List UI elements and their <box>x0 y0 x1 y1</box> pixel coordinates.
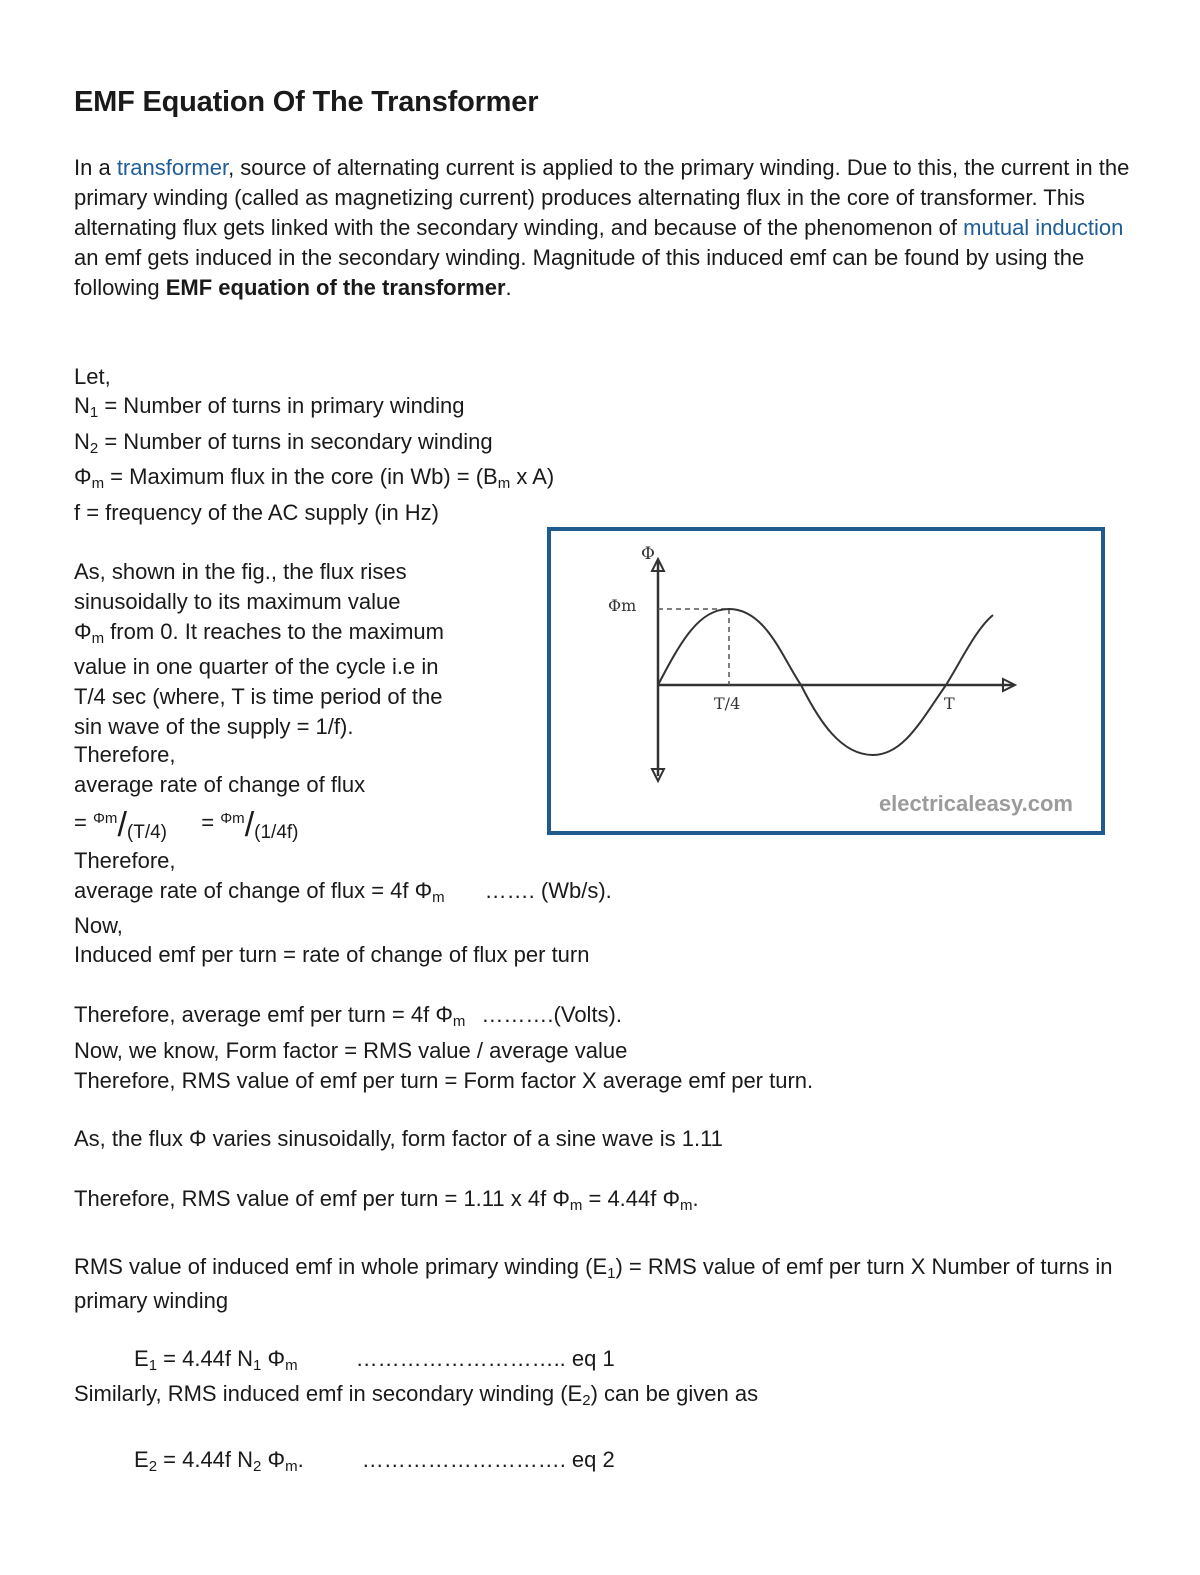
avg-rate-fraction: = $^{\Phi m}$/(T/4) = $^{\Phi m}$/(1/4f) <box>74 806 299 844</box>
therefore-text-2: Therefore, <box>74 848 176 873</box>
flux-text-4: value in one quarter of the cycle i.e in <box>74 654 439 679</box>
quarter-period-label: T/4 <box>714 694 741 713</box>
primary-emf-paragraph: RMS value of induced emf in whole primary winding $(E_1)$ = RMS value of emf per turn X Number of turns in primary winding <box>74 1254 1113 1313</box>
watermark: electricaleasy.com <box>878 791 1073 816</box>
def-n1: $N_1$ = Number of turns in primary winding <box>74 393 465 421</box>
flux-waveform-figure <box>547 527 1105 835</box>
intro-paragraph: In a transformer, source of alternating current is applied to the primary winding. Due to this, the current in the primary winding (called as magnetizing current) produces alternating flux in the core of transformer. This alternating flux gets linked with the secondary winding, and because of the phenomenon of mutual induction an emf gets induced in the secondary winding. Magnitude of this induced emf can be found by using the following EMF equation of the transformer. <box>74 155 1130 300</box>
flux-text-1: As, shown in the fig., the flux rises <box>74 559 407 584</box>
secondary-emf-text: Similarly, RMS induced emf in secondary winding $(E_2)$ can be given as <box>74 1381 759 1409</box>
flux-text-2: sinusoidally to its maximum value <box>74 589 401 614</box>
def-n2: $N_2$ = Number of turns in secondary winding <box>74 429 493 457</box>
flux-text-5: T/4 sec (where, T is time period of the <box>74 684 443 709</box>
period-label: T <box>944 694 955 713</box>
avg-emf-text: Therefore, average emf per turn = 4f $\Phi_m$ ……….(Volts). <box>74 1002 622 1030</box>
form-factor-text: Now, we know, Form factor = RMS value / average value <box>74 1038 628 1063</box>
flux-waveform-graph <box>551 531 1101 831</box>
y-axis-label: Φ <box>641 544 655 564</box>
rms-calc-text: Therefore, RMS value of emf per turn = 1.11 x 4f $\Phi_m = 4.44f$ $\Phi_m$. <box>74 1186 699 1214</box>
therefore-text: Therefore, <box>74 742 176 767</box>
avg-rate-label: average rate of change of flux <box>74 772 366 797</box>
equation-1: $E_1 = 4.44f$ $N_1$ $\Phi_m$ ……………………….. eq 1 <box>134 1346 615 1374</box>
def-phi-m: $\Phi_m$ = Maximum flux in the core (in $Wb) = (B_m$ x A) <box>74 464 555 492</box>
induced-emf-text: Induced emf per turn = rate of change of flux per turn <box>74 942 590 967</box>
flux-sine-curve <box>658 609 993 755</box>
now-text: Now, <box>74 913 123 938</box>
equation-2: $E_2 = 4.44f$ $N_2$ $\Phi_m$. ………………………. eq 2 <box>134 1447 615 1475</box>
sine-form-factor-text: As, the flux Φ varies sinusoidally, form factor of a sine wave is 1.11 <box>74 1126 723 1151</box>
flux-text-3: $\Phi_m$ from 0. It reaches to the maximum <box>74 619 444 647</box>
let-text: Let, <box>74 364 111 389</box>
flux-text-6: sin wave of the supply = 1/f). <box>74 714 354 739</box>
peak-label: Φm <box>608 596 637 615</box>
def-f: f = frequency of the AC supply (in Hz) <box>74 500 440 525</box>
page-title: EMF Equation Of The Transformer <box>74 86 539 118</box>
rms-per-turn-text: Therefore, RMS value of emf per turn = Form factor X average emf per turn. <box>74 1068 814 1093</box>
avg-rate-result: average rate of change of flux = 4f $\Phi_m$ ……. (Wb/s). <box>74 878 612 906</box>
transformer-link[interactable]: transformer <box>116 155 229 180</box>
mutual-induction-link[interactable]: mutual induction <box>963 215 1124 240</box>
